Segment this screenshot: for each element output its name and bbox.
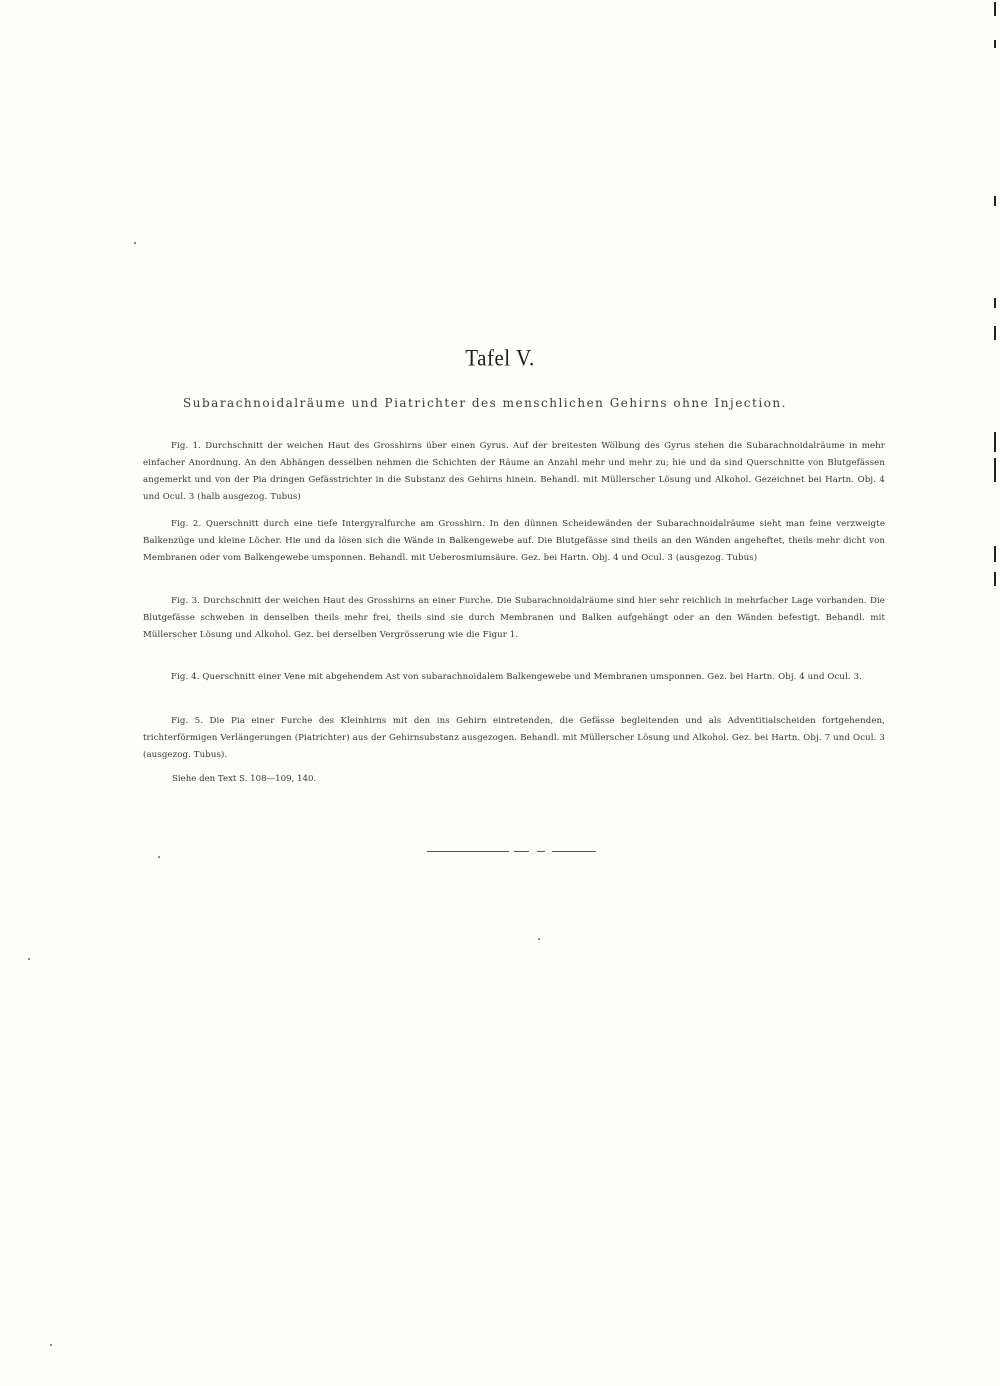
scan-edge-mark bbox=[994, 546, 996, 562]
scan-speck bbox=[158, 856, 160, 858]
scan-speck bbox=[538, 938, 540, 940]
figure-4-caption: Fig. 4. Querschnitt einer Vene mit abgehendem Ast von subarachnoidalem Balkengewebe und Membranen umsponnen. Gez. bei Hartn. Obj. 4 und Ocul. 3. bbox=[171, 671, 862, 682]
figure-5-caption: Fig. 5. Die Pia einer Furche des Kleinhirns mit den ins Gehirn eintretenden, die Gefässe begleitenden und als Adventitialscheiden fortgehenden, trichterförmigen Verlängerungen (Piatrichter) aus der Gehirnsubstanz ausgezogen. Behandl. mit Müllerscher Lösung und Alkohol. Gez. bei Hartn. Obj. 7 und Ocul. 3 (ausgezog. Tubus). bbox=[143, 715, 885, 761]
scan-edge-mark bbox=[994, 326, 996, 340]
scan-edge-mark bbox=[994, 40, 996, 48]
figure-1-caption: Fig. 1. Durchschnitt der weichen Haut des Grosshirns über einen Gyrus. Auf der breitesten Wölbung des Gyrus stehen die Subarachnoidalräume in mehr einfacher Anordnung. An den Abhängen desselben nehmen die Schichten der Räume an Anzahl mehr und mehr zu; hie und da sind Querschnitte von Blutgefässen angemerkt und von der Pia dringen Gefässtrichter in die Substanz des Gehirns hinein. Behandl. mit Müllerscher Lösung und Alkohol. Gezeichnet bei Hartn. Obj. 4 und Ocul. 3 (halb ausgezog. Tubus) bbox=[143, 440, 885, 503]
scan-edge-mark bbox=[994, 2, 996, 16]
plate-subtitle: Subarachnoidalräume und Piatrichter des menschlichen Gehirns ohne Injection. bbox=[183, 396, 787, 410]
figure-2-caption: Fig. 2. Querschnitt durch eine tiefe Intergyralfurche am Grosshirn. In den dünnen Scheidewänden der Subarachnoidalräume sieht man feine verzweigte Balkenzüge und kleine Löcher. Hie und da lösen sich die Wände in Balkengewebe auf. Die Blutgefässe sind theils an den Wänden angeheftet, theils mehr dicht von Membranen oder vom Balkengewebe umsponnen. Behandl. mit Ueberosmiumsäure. Gez. bei Hartn. Obj. 4 und Ocul. 3 (ausgezog. Tubus) bbox=[143, 518, 885, 564]
end-rule-dash bbox=[537, 851, 545, 852]
scan-edge-mark bbox=[994, 572, 996, 586]
end-rule-dash bbox=[514, 851, 529, 852]
end-rule-dash bbox=[552, 851, 596, 852]
scan-speck bbox=[50, 1344, 52, 1346]
plate-title: Tafel V. bbox=[465, 345, 535, 371]
scan-edge-mark bbox=[994, 196, 996, 206]
scan-speck bbox=[28, 958, 30, 960]
end-rule bbox=[427, 851, 509, 852]
scan-edge-mark bbox=[994, 432, 996, 452]
scan-edge-mark bbox=[994, 458, 996, 482]
scan-edge-mark bbox=[994, 298, 996, 308]
figure-3-caption: Fig. 3. Durchschnitt der weichen Haut des Grosshirns an einer Furche. Die Subarachnoidalräume sind hier sehr reichlich in mehrfacher Lage vorhanden. Die Blutgefässe schweben in denselben theils mehr frei, theils sind sie durch Membranen und Balken aufgehängt oder an den Wänden befestigt. Behandl. mit Müllerscher Lösung und Alkohol. Gez. bei derselben Vergrösserung wie die Figur 1. bbox=[143, 595, 885, 641]
scan-speck bbox=[134, 242, 136, 244]
text-reference: Siehe den Text S. 108—109, 140. bbox=[172, 774, 317, 784]
